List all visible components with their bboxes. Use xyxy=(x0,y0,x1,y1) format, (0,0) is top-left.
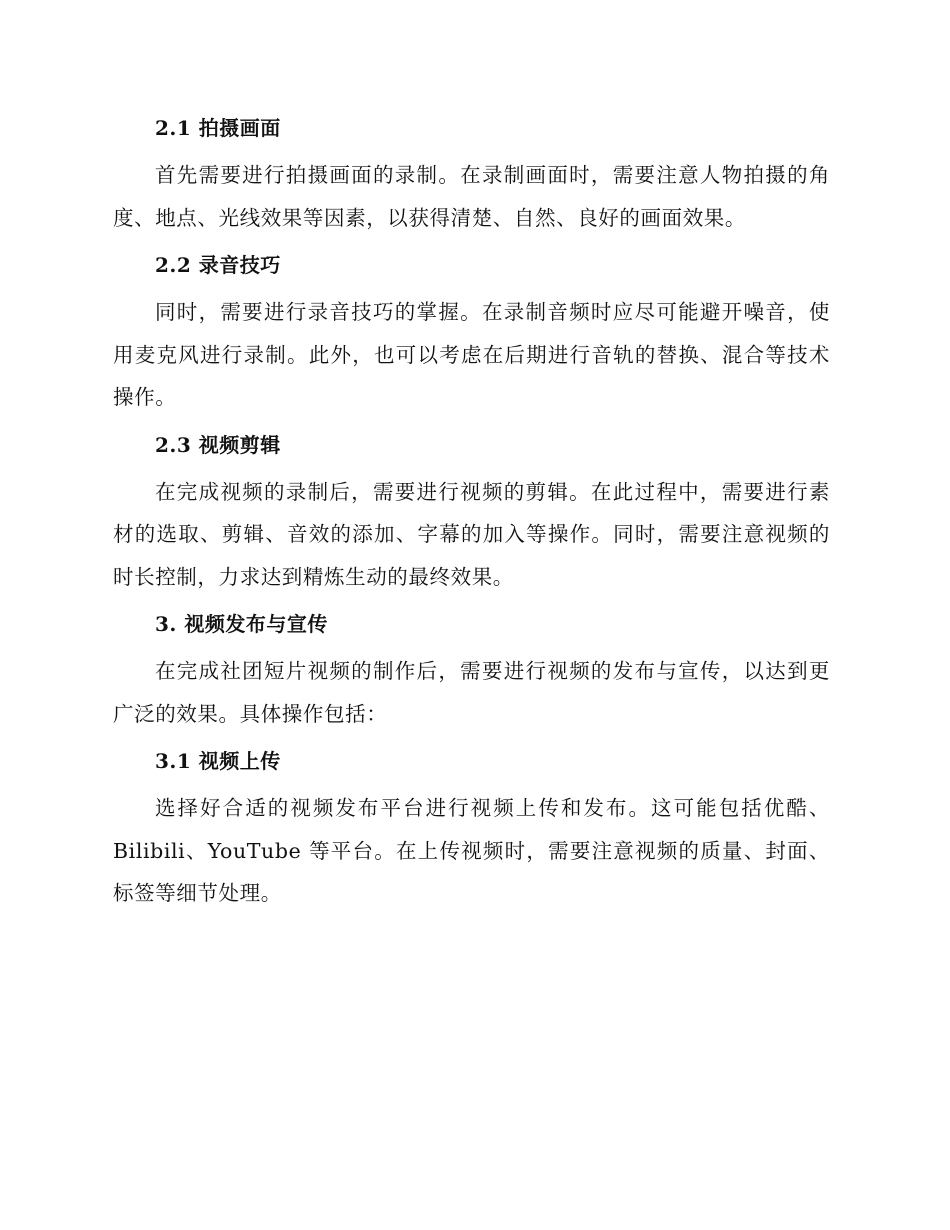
paragraph-editing: 在完成视频的录制后，需要进行视频的剪辑。在此过程中，需要进行素材的选取、剪辑、音效的添加、字幕的加入等操作。同时，需要注意视频的时长控制，力求达到精炼生动的最终效果。 xyxy=(113,479,830,589)
paragraph-filming: 首先需要进行拍摄画面的录制。在录制画面时，需要注意人物拍摄的角度、地点、光线效果等因素，以获得清楚、自然、良好的画面效果。 xyxy=(113,163,830,230)
paragraph-publishing: 在完成社团短片视频的制作后，需要进行视频的发布与宣传，以达到更广泛的效果。具体操作包括： xyxy=(113,659,830,726)
section-heading-2-1: 2.1 拍摄画面 xyxy=(155,116,281,140)
section-heading-3: 3. 视频发布与宣传 xyxy=(155,612,328,636)
section-heading-2-2: 2.2 录音技巧 xyxy=(155,253,281,277)
paragraph-recording: 同时，需要进行录音技巧的掌握。在录制音频时应尽可能避开噪音，使用麦克风进行录制。此外，也可以考虑在后期进行音轨的替换、混合等技术操作。 xyxy=(113,300,830,409)
section-heading-2-3: 2.3 视频剪辑 xyxy=(155,432,281,457)
section-heading-3-1: 3.1 视频上传 xyxy=(155,749,281,773)
paragraph-uploading: 选择好合适的视频发布平台进行视频上传和发布。这可能包括优酷、Bilibili、YouTube 等平台。在上传视频时，需要注意视频的质量、封面、标签等细节处理。 xyxy=(113,796,830,905)
